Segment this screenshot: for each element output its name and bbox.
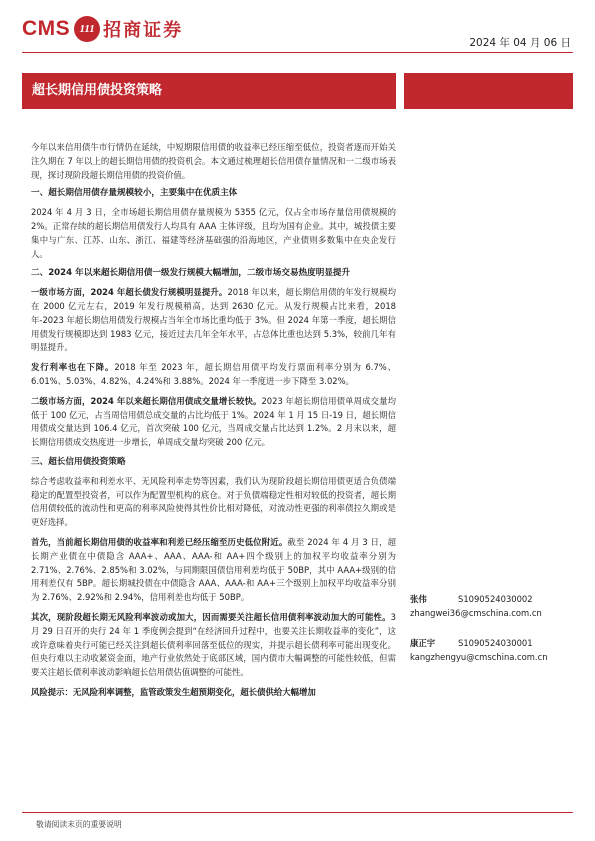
section-3-heading: 三、超长信用债投资策略 <box>31 456 126 467</box>
issuance-rate-text: 2018 年至 2023 年，超长期信用债平均发行票面利率分别为 6.7%、6.01%、5.03%、4.82%、4.24%和 3.88%。2024 年一季度进一步下降至 3.02%。 <box>31 362 397 386</box>
analyst-name: 康正宇 <box>410 638 436 648</box>
report-title: 超长期信用债投资策略 <box>32 83 163 98</box>
company-logo <box>22 14 183 44</box>
logo-chinese-text: 招商证券 <box>103 20 184 41</box>
secondary-market-paragraph <box>31 395 396 450</box>
section-2-heading: 二、2024 年以来超长期信用债一级发行规模大幅增加，二级市场交易热度明显提升 <box>31 268 351 279</box>
analyst-name: 张伟 <box>410 594 427 604</box>
secondary-market-lead: 二级市场方面，2024 年以来超长期信用债成交量增长较快。 <box>31 395 262 406</box>
analyst-email[interactable]: kangzhengyu@cmschina.com.cn <box>410 652 548 662</box>
risk-warning-lead: 风险提示： <box>31 686 73 697</box>
yield-spread-lead: 首先，当前超长期信用债的收益率和利差已经压缩至历史低位附近。 <box>31 536 288 547</box>
rate-volatility-text: 3 月 29 日召开的央行 24 年 1 季度例会提到“在经济回升过程中，也要关注长期收益率的变化”，这或许意味着央行可能已经关注到超长债利率回落至低位的现实，并提示超长债利率可能出现变化。但央行难以主动收紧资金面，地产行业依然处于底部区域，国内债市大幅调整的可能性较低，但需要关注超长债利率波动影响超长信用债估值调整的可能性。 <box>31 611 396 678</box>
footer-divider <box>22 812 573 813</box>
primary-market-paragraph <box>31 286 396 355</box>
issuance-rate-paragraph <box>31 361 396 389</box>
analyst-license: S1090524030001 <box>458 638 533 648</box>
rate-volatility-lead: 其次，现阶段超长期无风险利率波动或加大，因而需要关注超长信用债利率波动加大的可能性。 <box>31 611 391 622</box>
report-body <box>31 141 396 706</box>
primary-market-text: 2018 年以来，超长期信用债的年发行规模均在 2000 亿元左右，2019 年发行规模稍高，达到 2630 亿元。从发行规模占比来看，2018 年-2023 年超长期信用债发行规模占当年全市场比重均低于 3%。但 2024 年第一季度，超长期信用债发行规模即达到 1983 亿元，接近过去几年全年水平，占总体比重也达到 5.3%，较前几年有明显提升。 <box>31 287 396 353</box>
title-banner <box>22 73 396 109</box>
logo-latin-text: CMS <box>22 17 71 40</box>
analyst-card <box>410 592 542 620</box>
section-1-paragraph: 2024 年 4 月 3 日，全市场超长期信用债存量规模为 5355 亿元，仅占全市场存量信用债规模的 2%。正常存续的超长期信用债发行人均具有 AAA 主体评级，且均为国有企业。其中，城投债主要集中与广东、江苏、山东、浙江、福建等经济基础强的沿海地区，产业债则多数集中在央企发行人。 <box>31 207 396 259</box>
side-banner <box>404 73 573 109</box>
footer-disclaimer: 敬请阅读末页的重要说明 <box>36 820 122 829</box>
analyst-email[interactable]: zhangwei36@cmschina.com.cn <box>410 608 542 618</box>
section-1-heading: 一、超长期信用债存量规模较小，主要集中在优质主体 <box>31 188 238 199</box>
yield-spread-text: 截至 2024 年 4 月 3 日，超长期产业债在中债隐含 AAA+、AAA、AAA-和 AA+四个级别上的加权平均收益率分别为 2.71%、2.76%、2.85%和 3.02%，与同期限国债信用利差均低于 50BP，其中 AAA+级别的信用利差仅有 5BP。超长期城投债在中债隐含 AAA、AAA-和 AA+三个级别上加权平均收益率分别为 2.76%、2.92%和 2.94%，信用利差也均低于 50BP。 <box>31 536 396 603</box>
report-date: 2024 年 04 月 06 日 <box>469 37 571 49</box>
yield-spread-paragraph <box>31 536 396 605</box>
rate-volatility-paragraph <box>31 611 396 680</box>
strategy-paragraph: 综合考虑收益率和利差水平、无风险利率走势等因素，我们认为现阶段超长期信用债更适合负债端稳定的配置型投资者，可以作为配置型机构的底仓。对于负债端稳定性相对较低的投资者，超长期信用债较低的流动性和更高的利率风险使得其性价比相对降低，对流动性更强的利率债拉久期或是更好选择。 <box>31 475 396 528</box>
primary-market-lead: 一级市场方面，2024 年超长债发行规模明显提升。 <box>31 287 228 298</box>
secondary-market-text: 2023 年超长期信用债单周成交量均低于 100 亿元，占当周信用债总成交量的占比均低于 1%。2024 年 1 月 15 日-19 日，超长期信用债成交量达到 106.4 亿元，首次突破 100 亿元，当周成交量占比达到 1.2%。2 月末以来，超长期信用债成交热度进一步增长，单周成交量均突破 200 亿元。 <box>31 395 396 448</box>
logo-mark-icon: 111 <box>74 16 100 42</box>
analyst-license: S1090524030002 <box>458 594 533 604</box>
risk-warning-text: 无风险利率调整，监管政策发生超预期变化，超长债供给大幅增加 <box>72 686 316 697</box>
analyst-card <box>410 636 548 664</box>
intro-paragraph: 今年以来信用债牛市行情仍在延续，中短期限信用债的收益率已经压缩至低位，投资者逐而开始关注久期在 7 年以上的超长期信用债的投资机会。本文通过梳理超长信用债存量情况和一二级市场表现，探讨现阶段超长期信用债的投资价值。 <box>31 142 396 180</box>
issuance-rate-lead: 发行利率也在下降。 <box>31 362 115 373</box>
header-divider <box>22 52 573 53</box>
risk-warning <box>31 686 396 700</box>
